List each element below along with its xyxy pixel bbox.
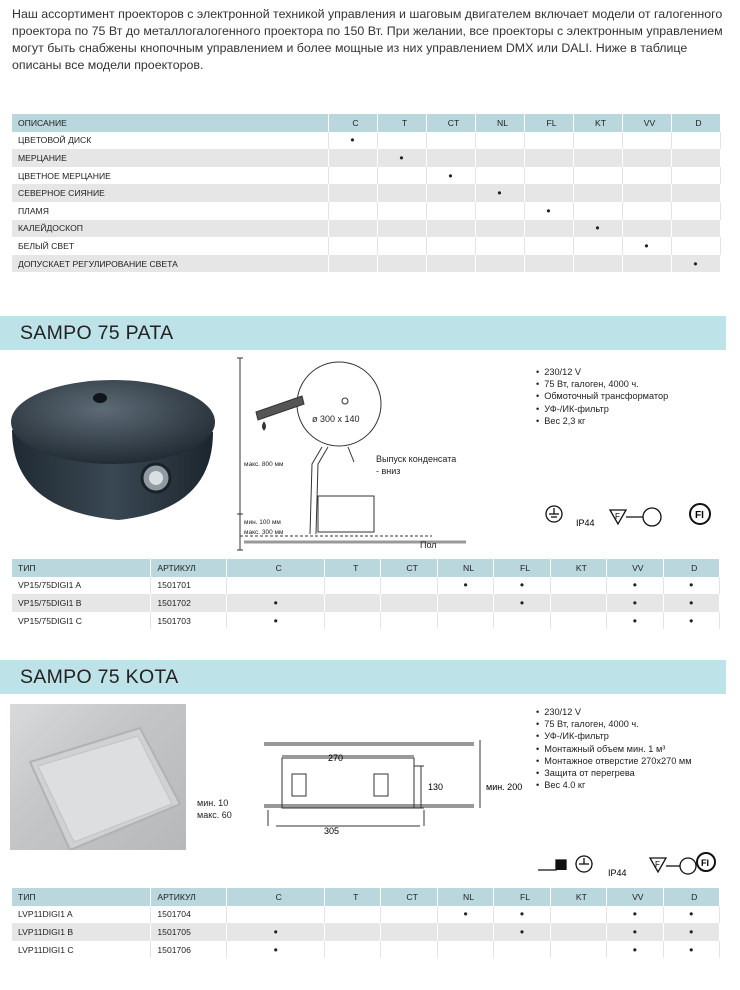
feature-mark: [426, 184, 475, 202]
feature-mark: [524, 167, 573, 185]
feature-mark: •: [573, 220, 622, 238]
feature-mark: [328, 149, 377, 167]
feature-mark: [377, 237, 426, 255]
spec-item: • 230/12 V: [536, 366, 668, 378]
table-row: [12, 184, 720, 202]
row-label: МЕРЦАНИЕ: [12, 149, 328, 167]
table-row: [12, 202, 720, 220]
model-type: VP15/75DIGI1 C: [12, 612, 151, 630]
table-row: [12, 941, 720, 959]
feature-mark: [437, 612, 493, 630]
feature-mark: •: [663, 941, 719, 959]
feature-mark: •: [663, 906, 719, 924]
ip-rating: IP44: [576, 518, 595, 528]
feature-mark: [671, 220, 720, 238]
feature-mark: •: [227, 923, 325, 941]
product-photo-pata: [8, 360, 233, 545]
diagram-width-270: 270: [328, 753, 344, 763]
column-header: C: [227, 888, 325, 906]
feature-mark: •: [494, 594, 550, 612]
column-header: АРТИКУЛ: [151, 888, 227, 906]
model-article: 1501703: [151, 612, 227, 630]
column-header: KT: [573, 114, 622, 132]
specs-list-kota: [536, 706, 692, 791]
table-row: [12, 220, 720, 238]
table-row: [12, 255, 720, 273]
feature-mark: •: [227, 594, 325, 612]
model-type: LVP11DIGI1 C: [12, 941, 151, 959]
feature-mark: [671, 167, 720, 185]
table-row: [12, 923, 720, 941]
feature-mark: [426, 132, 475, 150]
model-article: 1501705: [151, 923, 227, 941]
spec-item: • 75 Вт, галоген, 4000 ч.: [536, 718, 692, 730]
feature-mark: •: [437, 906, 493, 924]
column-header: FL: [524, 114, 573, 132]
column-header: FL: [494, 888, 550, 906]
row-label: ЦВЕТОВОЙ ДИСК: [12, 132, 328, 150]
feature-mark: [377, 184, 426, 202]
feature-mark: [524, 255, 573, 273]
column-header: NL: [475, 114, 524, 132]
product-photo-kota: [10, 704, 186, 850]
diagram-floor-label: Пол: [420, 540, 437, 550]
feature-mark: •: [426, 167, 475, 185]
feature-mark: [475, 255, 524, 273]
feature-mark: [475, 149, 524, 167]
feature-mark: [524, 149, 573, 167]
spec-item: • Защита от перегрева: [536, 767, 692, 779]
column-header: T: [325, 559, 381, 577]
feature-mark: [328, 202, 377, 220]
certification-icons-kota: [536, 848, 716, 880]
feature-mark: [573, 237, 622, 255]
feature-mark: •: [671, 255, 720, 273]
diagram-min-label: мин. 100 мм: [244, 519, 281, 526]
feature-mark: [328, 167, 377, 185]
row-label: БЕЛЫЙ СВЕТ: [12, 237, 328, 255]
feature-mark: [377, 202, 426, 220]
feature-mark: [494, 612, 550, 630]
feature-mark: •: [607, 906, 663, 924]
feature-mark: [573, 132, 622, 150]
spec-item: • Вес 2,3 кг: [536, 415, 668, 427]
column-header: VV: [622, 114, 671, 132]
feature-mark: [381, 612, 437, 630]
column-header: ОПИСАНИЕ: [12, 114, 328, 132]
feature-mark: [227, 577, 325, 595]
table-row: [12, 906, 720, 924]
feature-mark: •: [328, 132, 377, 150]
feature-mark: •: [663, 612, 719, 630]
column-header: D: [663, 559, 719, 577]
feature-mark: [227, 906, 325, 924]
column-header: CT: [381, 559, 437, 577]
feature-mark: [524, 237, 573, 255]
feature-mark: [325, 612, 381, 630]
feature-mark: •: [663, 577, 719, 595]
feature-mark: [494, 941, 550, 959]
feature-mark: [622, 149, 671, 167]
feature-mark: •: [494, 577, 550, 595]
column-header: D: [663, 888, 719, 906]
feature-mark: •: [227, 941, 325, 959]
feature-mark: [622, 202, 671, 220]
feature-mark: [381, 941, 437, 959]
surface-mount-icon: [538, 860, 566, 870]
diagram-width-305: 305: [324, 826, 340, 836]
feature-mark: •: [607, 594, 663, 612]
svg-text:F: F: [615, 512, 620, 521]
row-label: КАЛЕЙДОСКОП: [12, 220, 328, 238]
feature-mark: [524, 184, 573, 202]
model-article: 1501704: [151, 906, 227, 924]
feature-mark: [550, 594, 606, 612]
column-header: NL: [437, 559, 493, 577]
diagram-min10: мин. 10: [197, 798, 229, 808]
feature-mark: [381, 577, 437, 595]
feature-mark: [426, 149, 475, 167]
spec-item: • УФ-/ИК-фильтр: [536, 403, 668, 415]
column-header: C: [328, 114, 377, 132]
feature-mark: [475, 220, 524, 238]
table-row: [12, 594, 720, 612]
feature-mark: [671, 237, 720, 255]
feature-mark: [426, 237, 475, 255]
column-header: KT: [550, 559, 606, 577]
feature-mark: [550, 941, 606, 959]
feature-mark: [573, 167, 622, 185]
installation-icon: [643, 508, 661, 526]
diagram-condensate-label-2: - вниз: [376, 466, 401, 476]
feature-mark: [437, 941, 493, 959]
feature-mark: [325, 577, 381, 595]
column-header: VV: [607, 559, 663, 577]
feature-mark: [377, 132, 426, 150]
ip-rating: IP44: [608, 868, 627, 878]
feature-mark: [325, 594, 381, 612]
feature-mark: [671, 202, 720, 220]
model-article: 1501702: [151, 594, 227, 612]
feature-mark: •: [227, 612, 325, 630]
feature-mark: [381, 906, 437, 924]
model-type: VP15/75DIGI1 B: [12, 594, 151, 612]
section-header-sampo-pata: [0, 316, 726, 350]
spec-item: • 230/12 V: [536, 706, 692, 718]
column-header: C: [227, 559, 325, 577]
model-article: 1501701: [151, 577, 227, 595]
row-label: ПЛАМЯ: [12, 202, 328, 220]
feature-mark: •: [663, 923, 719, 941]
table-row: [12, 167, 720, 185]
column-header: VV: [607, 888, 663, 906]
column-header: NL: [437, 888, 493, 906]
diagram-max-label: макс. 800 мм: [244, 461, 284, 468]
feature-mark: •: [377, 149, 426, 167]
feature-mark: [328, 220, 377, 238]
diagram-dimension-label: ø 300 x 140: [312, 414, 360, 424]
table-row: [12, 132, 720, 150]
model-type: LVP11DIGI1 A: [12, 906, 151, 924]
feature-mark: [622, 167, 671, 185]
feature-mark: •: [475, 184, 524, 202]
feature-mark: •: [663, 594, 719, 612]
feature-mark: [328, 184, 377, 202]
feature-mark: [475, 237, 524, 255]
specs-list-pata: [536, 366, 668, 427]
model-article: 1501706: [151, 941, 227, 959]
model-type: VP15/75DIGI1 A: [12, 577, 151, 595]
diagram-min200: мин. 200: [486, 782, 523, 792]
table-row: [12, 577, 720, 595]
row-label: СЕВЕРНОЕ СИЯНИЕ: [12, 184, 328, 202]
feature-mark: [325, 923, 381, 941]
feature-mark: [328, 237, 377, 255]
table-row: [12, 612, 720, 630]
feature-mark: [573, 149, 622, 167]
feature-mark: [381, 594, 437, 612]
feature-mark: •: [437, 577, 493, 595]
feature-mark: •: [494, 906, 550, 924]
spec-item: • Монтажное отверстие 270x270 мм: [536, 755, 692, 767]
diagram-kota: [224, 736, 524, 844]
feature-mark: [426, 255, 475, 273]
feature-mark: •: [607, 923, 663, 941]
feature-mark: [437, 923, 493, 941]
spec-item: • 75 Вт, галоген, 4000 ч.: [536, 378, 668, 390]
row-label: ЦВЕТНОЕ МЕРЦАНИЕ: [12, 167, 328, 185]
feature-mark: [622, 220, 671, 238]
section-header-sampo-kota: [0, 660, 726, 694]
features-table: [12, 114, 721, 272]
feature-mark: [426, 220, 475, 238]
feature-mark: [325, 941, 381, 959]
spec-item: • Вес 4.0 кг: [536, 779, 692, 791]
feature-mark: [573, 184, 622, 202]
feature-mark: [426, 202, 475, 220]
feature-mark: •: [607, 612, 663, 630]
feature-mark: [377, 255, 426, 273]
feature-mark: [622, 255, 671, 273]
svg-text:FI: FI: [695, 510, 704, 521]
column-header: KT: [550, 888, 606, 906]
row-label: ДОПУСКАЕТ РЕГУЛИРОВАНИЕ СВЕТА: [12, 255, 328, 273]
feature-mark: [377, 167, 426, 185]
column-header: CT: [426, 114, 475, 132]
models-table-pata: [12, 559, 720, 629]
feature-mark: [671, 132, 720, 150]
feature-mark: [550, 906, 606, 924]
intro-paragraph: Наш ассортимент проекторов с электронной техникой управления и шаговым двигателем включает модели от галогенного проектора по 75 Вт до металлогалогенного проектора по 150 Вт. При желании, все проекторы с электронным управлением могут быть снабжены кнопочным управлением и более мощные из них управлением DMX или DALI. Ниже в таблице описаны все модели проекторов.: [12, 7, 723, 72]
certification-icons-pata: [540, 500, 712, 532]
feature-mark: [325, 906, 381, 924]
feature-mark: [550, 577, 606, 595]
model-type: LVP11DIGI1 B: [12, 923, 151, 941]
feature-mark: [475, 167, 524, 185]
column-header: ТИП: [12, 559, 151, 577]
diagram-pata: [236, 354, 466, 554]
diagram-max60: макс. 60: [197, 810, 232, 820]
table-row: [12, 237, 720, 255]
diagram-height-130: 130: [428, 782, 444, 792]
svg-text:FI: FI: [701, 858, 709, 868]
models-table-kota: [12, 888, 720, 958]
feature-mark: [671, 184, 720, 202]
feature-mark: [573, 255, 622, 273]
table-row: [12, 149, 720, 167]
feature-mark: •: [494, 923, 550, 941]
feature-mark: •: [622, 237, 671, 255]
feature-mark: [524, 132, 573, 150]
spec-item: • Монтажный объем мин. 1 м³: [536, 743, 692, 755]
feature-mark: [550, 612, 606, 630]
feature-mark: [328, 255, 377, 273]
column-header: CT: [381, 888, 437, 906]
feature-mark: [573, 202, 622, 220]
feature-mark: [622, 132, 671, 150]
column-header: АРТИКУЛ: [151, 559, 227, 577]
column-header: T: [325, 888, 381, 906]
installation-icon: [680, 858, 696, 874]
feature-mark: •: [524, 202, 573, 220]
column-header: D: [671, 114, 720, 132]
feature-mark: •: [607, 941, 663, 959]
feature-mark: [475, 202, 524, 220]
feature-mark: [381, 923, 437, 941]
feature-mark: [524, 220, 573, 238]
section-title: SAMPO 75 KOTA: [20, 666, 179, 688]
column-header: ТИП: [12, 888, 151, 906]
feature-mark: [671, 149, 720, 167]
section-title: SAMPO 75 PATA: [20, 322, 174, 344]
feature-mark: •: [607, 577, 663, 595]
diagram-condensate-label: Выпуск конденсата: [376, 454, 457, 464]
column-header: T: [377, 114, 426, 132]
feature-mark: [550, 923, 606, 941]
column-header: FL: [494, 559, 550, 577]
spec-item: • УФ-/ИК-фильтр: [536, 730, 692, 742]
feature-mark: [437, 594, 493, 612]
feature-mark: [622, 184, 671, 202]
spec-item: • Обмоточный трансформатор: [536, 390, 668, 402]
feature-mark: [377, 220, 426, 238]
feature-mark: [475, 132, 524, 150]
svg-text:F: F: [655, 860, 660, 869]
diagram-max2-label: макс. 300 мм: [244, 529, 284, 536]
